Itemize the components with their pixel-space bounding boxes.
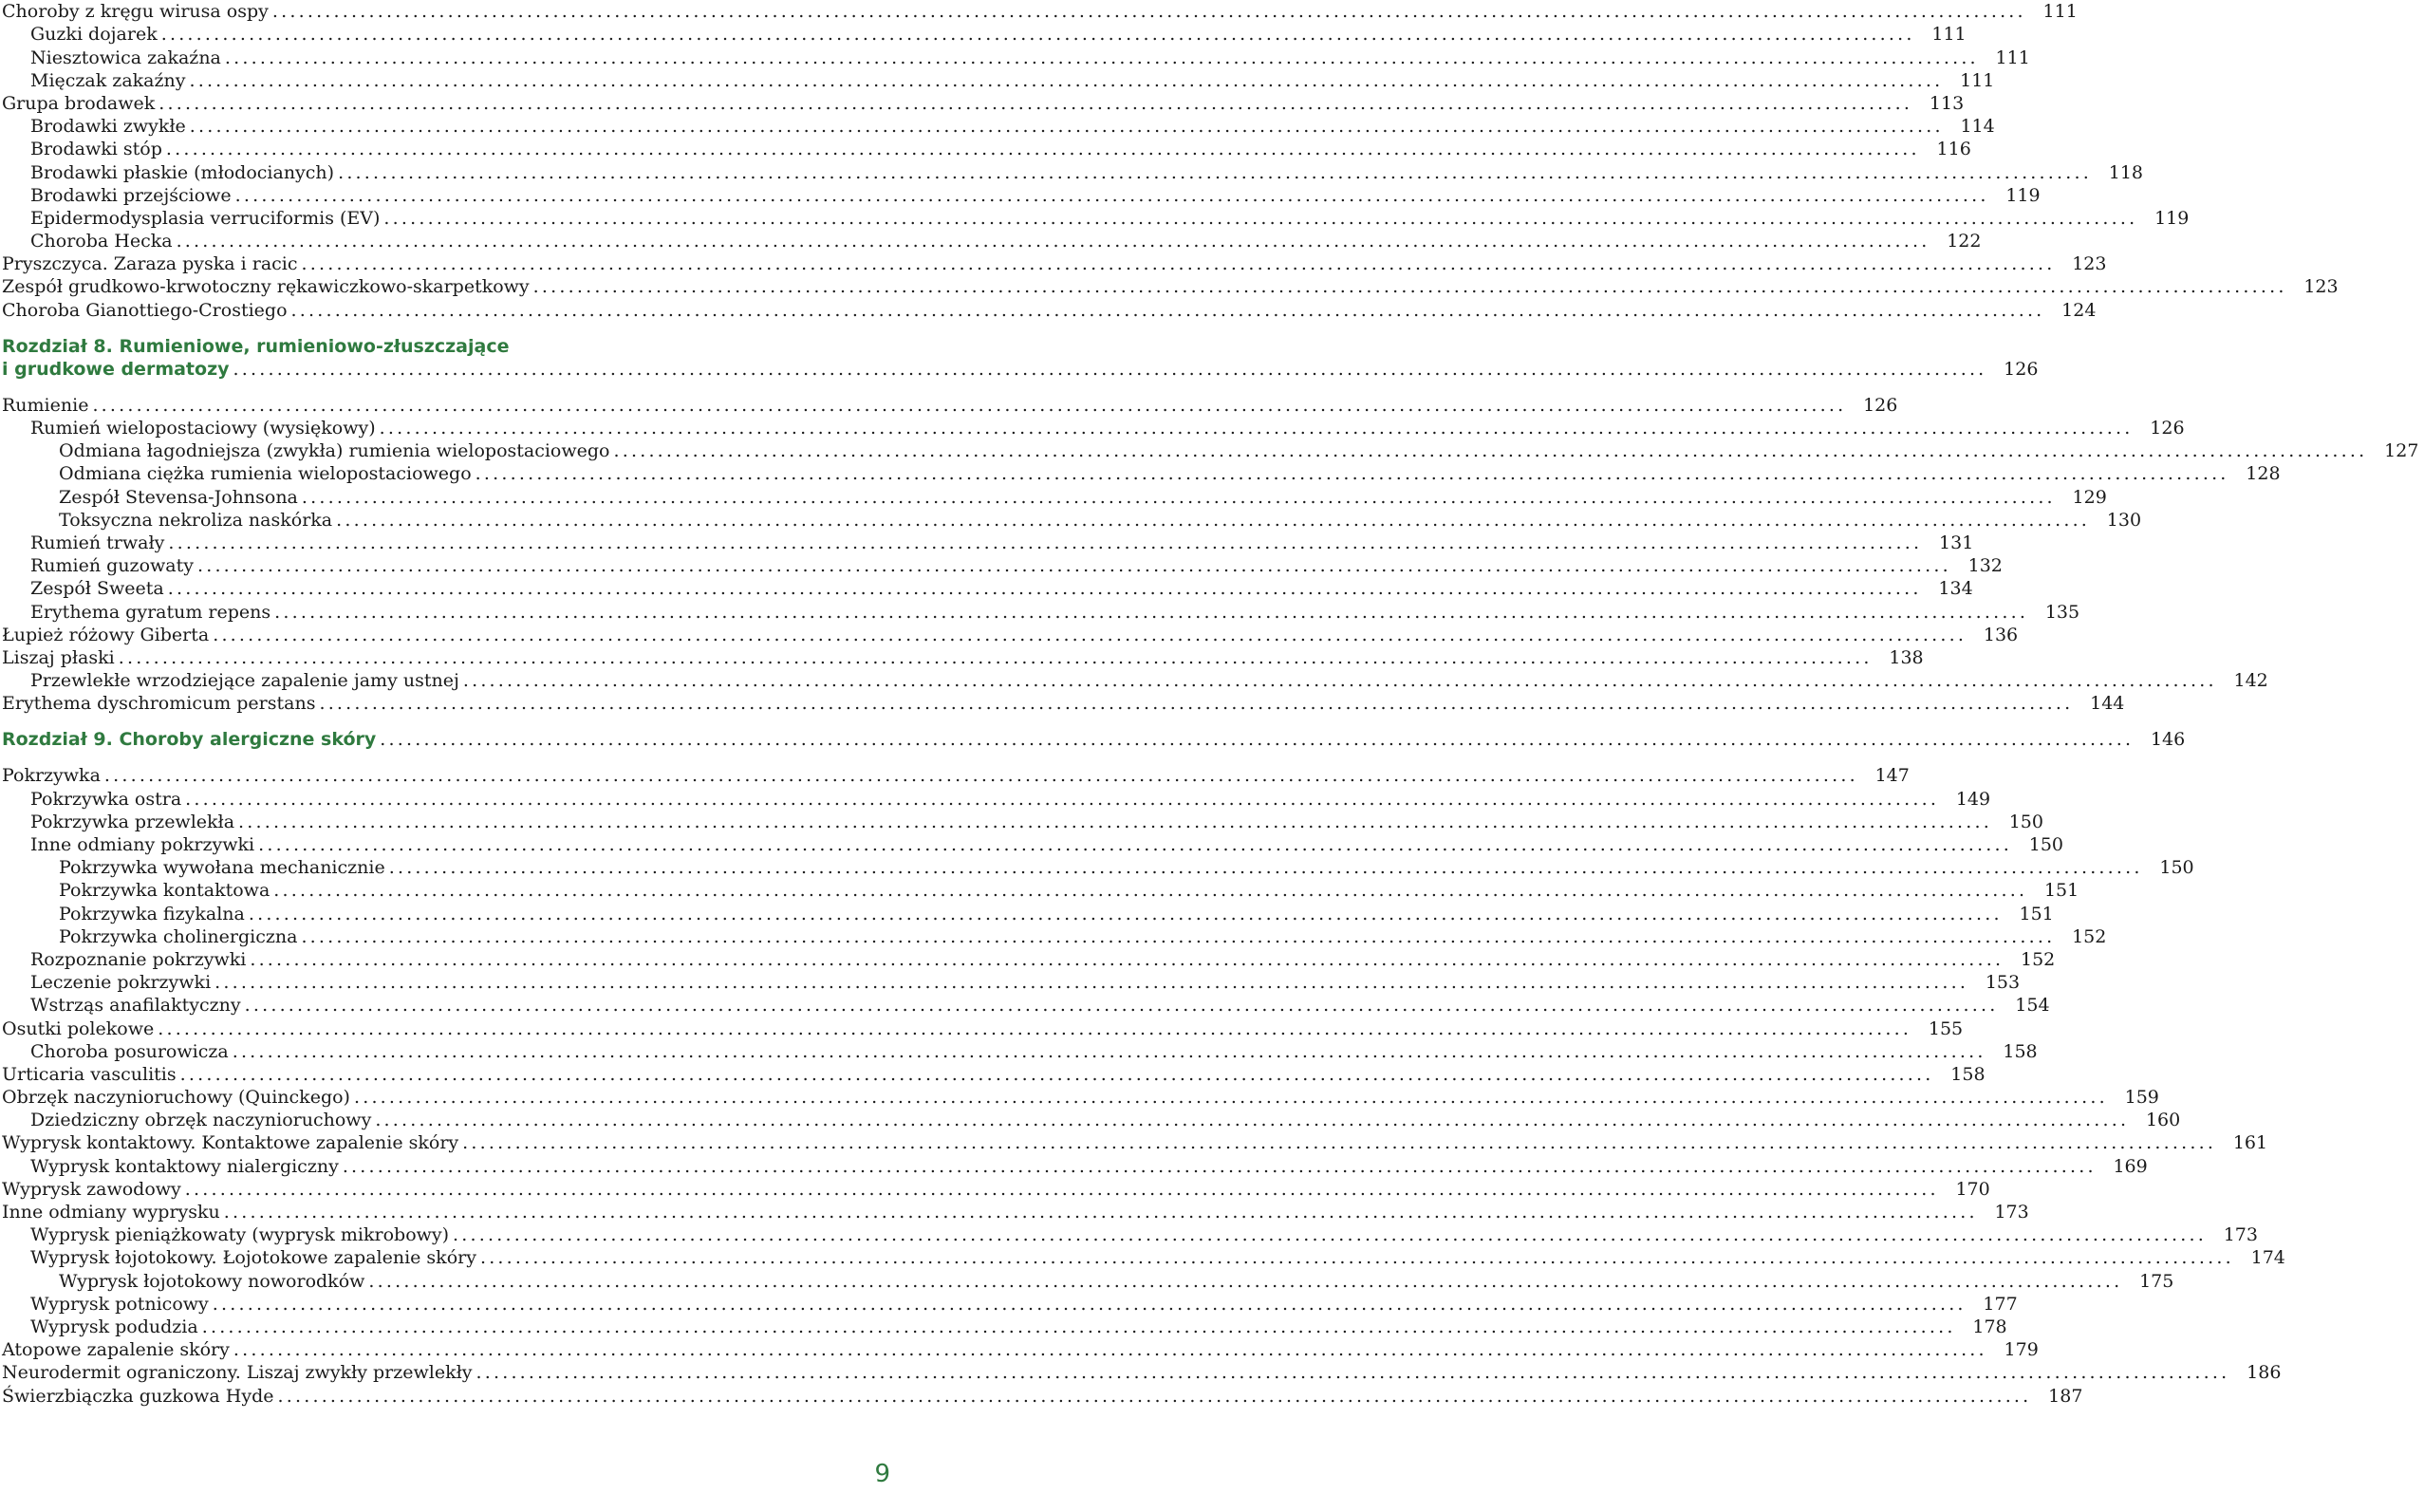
toc-entry-page: 144 (2090, 693, 2125, 715)
toc-entry-label: Brodawki zwykłe (30, 116, 186, 138)
toc-entry-label: Grupa brodawek (2, 92, 156, 114)
toc-entry-label: Pokrzywka przewlekła (30, 811, 235, 832)
toc-entry (2, 1269, 2174, 1292)
leader-dots: ........................................................................................................................................................................................................ (453, 1224, 2207, 1246)
leader-dots: ........................................................................................................................................................................................................ (234, 184, 1989, 206)
leader-dots: ........................................................................................................................................................................................................ (118, 646, 1873, 668)
toc-entry-label: Toksyczna nekroliza naskórka (59, 509, 333, 531)
toc-entry (2, 1316, 2007, 1338)
toc-section-allergic (2, 764, 2285, 1407)
leader-dots: ........................................................................................................................................................................................................ (258, 834, 2013, 855)
leader-dots: ........................................................................................................................................................................................................ (213, 624, 1967, 645)
toc-entry-label: Wstrząs anafilaktyczny (30, 995, 241, 1017)
page-number: 9 (874, 1460, 890, 1488)
leader-dots: ........................................................................................................................................................................................................ (167, 578, 1922, 600)
toc-entry-label: Pokrzywka wywołana mechanicznie (59, 857, 385, 879)
toc-entry (2, 577, 1973, 600)
toc-entry (2, 532, 1974, 554)
toc-entry-label: Choroba Gianottiego-Crostiego (2, 299, 288, 321)
toc-entry (2, 764, 1910, 787)
leader-dots: ........................................................................................................................................................................................................ (336, 509, 2091, 531)
leader-dots: ........................................................................................................................................................................................................ (290, 299, 2045, 321)
toc-entry-page: 136 (1983, 624, 2019, 645)
toc-entry (2, 1131, 2268, 1154)
toc-entry (2, 925, 2107, 948)
toc-entry (2, 994, 2050, 1017)
toc-entry-page: 152 (2072, 925, 2107, 947)
toc-entry-page: 153 (1985, 972, 2021, 994)
chapter-9-title-row (2, 728, 2186, 751)
toc-entry-page: 169 (2113, 1155, 2148, 1177)
toc-entry (2, 0, 2078, 23)
toc-entry (2, 417, 2185, 439)
toc-entry (2, 1154, 2148, 1177)
toc-entry (2, 394, 1898, 417)
toc-entry (2, 1384, 2083, 1407)
leader-dots: ........................................................................................................................................................................................................ (224, 47, 1979, 68)
toc-entry (2, 902, 2054, 924)
toc-entry (2, 69, 1995, 92)
chapter-8-title-row-2 (2, 358, 2039, 381)
toc-entry-label: Rumienie (2, 394, 89, 416)
toc-entry-label: Neurodermit ograniczony. Liszaj zwykły przewlekły (2, 1362, 473, 1384)
toc-entry-label: Rumień trwały (30, 532, 165, 553)
leader-dots: ........................................................................................................................................................................................................ (388, 857, 2143, 879)
toc-entry (2, 1178, 1990, 1201)
toc-entry-page: 111 (1960, 69, 1995, 91)
leader-dots: ........................................................................................................................................................................................................ (233, 358, 1987, 380)
leader-dots: ........................................................................................................................................................................................................ (613, 440, 2368, 462)
toc-entry-label: Epidermodysplasia verruciformis (EV) (30, 207, 381, 229)
leader-dots: ........................................................................................................................................................................................................ (462, 670, 2217, 692)
chapter-8-title-line2: i grudkowe dermatozy (2, 358, 230, 380)
leader-dots: ........................................................................................................................................................................................................ (301, 253, 2056, 275)
toc-entry (2, 600, 2080, 623)
toc-entry-label: Erythema dyschromicum perstans (2, 693, 316, 715)
toc-entry (2, 787, 1991, 810)
toc-entry-page: 149 (1955, 788, 1991, 810)
toc-entry-label: Zespół grudkowo-krwotoczny rękawiczkowo-skarpetkowy (2, 276, 530, 298)
toc-entry-page: 116 (1936, 139, 1971, 160)
toc-entry-page: 150 (2008, 811, 2043, 832)
toc-entry-page: 126 (2150, 418, 2185, 439)
toc-entry-label: Rumień guzowaty (30, 555, 194, 577)
toc-entry (2, 811, 2043, 833)
toc-entry (2, 624, 2019, 646)
toc-entry-page: 179 (2004, 1339, 2039, 1361)
chapter-9-heading (2, 728, 2186, 751)
leader-dots: ........................................................................................................................................................................................................ (214, 972, 1969, 994)
toc-entry-label: Pokrzywka cholinergiczna (59, 925, 298, 947)
toc-entry-page: 158 (2003, 1040, 2038, 1062)
toc-entry-page: 128 (2246, 463, 2281, 485)
leader-dots: ........................................................................................................................................................................................................ (380, 729, 2135, 751)
toc-entry-label: Wyprysk potnicowy (30, 1293, 209, 1315)
leader-dots: ........................................................................................................................................................................................................ (179, 1063, 1934, 1085)
toc-entry-label: Brodawki płaskie (młodocianych) (30, 161, 335, 183)
toc-section-viral (2, 0, 2339, 322)
leader-dots: ........................................................................................................................................................................................................ (383, 207, 2138, 229)
toc-entry-page: 161 (2232, 1132, 2268, 1154)
leader-dots: ........................................................................................................................................................................................................ (244, 995, 1999, 1017)
toc-entry (2, 1223, 2258, 1246)
toc-entry (2, 1293, 2018, 1316)
toc-entry-label: Guzki dojarek (30, 24, 158, 46)
toc-entry-page: 126 (1863, 394, 1898, 416)
toc-entry-label: Rumień wielopostaciowy (wysiękowy) (30, 418, 376, 439)
toc-entry-page: 160 (2145, 1110, 2181, 1131)
toc-entry (2, 252, 2107, 275)
leader-dots: ........................................................................................................................................................................................................ (160, 24, 1915, 46)
toc-entry-page: 187 (2048, 1385, 2083, 1407)
toc-entry-label: Leczenie pokrzywki (30, 972, 212, 994)
leader-dots: ........................................................................................................................................................................................................ (238, 811, 1992, 832)
toc-entry (2, 1338, 2039, 1361)
leader-dots: ........................................................................................................................................................................................................ (250, 948, 2004, 970)
toc-entry-page: 178 (1972, 1316, 2007, 1337)
toc-entry-label: Choroby z kręgu wirusa ospy (2, 1, 269, 23)
toc-entry-label: Atopowe zapalenie skóry (2, 1339, 230, 1361)
toc-entry-label: Dziedziczny obrzęk naczynioruchowy (30, 1110, 372, 1131)
toc-entry-page: 119 (2005, 184, 2041, 206)
toc-entry-label: Odmiana łagodniejsza (zwykła) rumienia wielopostaciowego (59, 440, 610, 462)
toc-entry-page: 135 (2044, 601, 2080, 623)
toc-entry-page: 111 (1995, 47, 2030, 68)
toc-entry-label: Brodawki przejściowe (30, 184, 232, 206)
toc-entry-page: 129 (2072, 486, 2107, 508)
leader-dots: ........................................................................................................................................................................................................ (103, 765, 1858, 787)
toc-entry (2, 856, 2194, 879)
toc-entry-page: 155 (1928, 1017, 1964, 1039)
leader-dots: ........................................................................................................................................................................................................ (212, 1293, 1967, 1315)
toc-entry-label: Wyprysk pieniążkowaty (wyprysk mikrobowy) (30, 1224, 450, 1246)
toc-entry-label: Świerzbiączka guzkowa Hyde (2, 1385, 274, 1407)
chapter-9-page: 146 (2150, 729, 2186, 751)
toc-entry-page: 113 (1929, 92, 1965, 114)
toc-entry (2, 1086, 2159, 1109)
toc-entry-label: Wyprysk łojotokowy. Łojotokowe zapalenie skóry (30, 1247, 476, 1269)
leader-dots: ........................................................................................................................................................................................................ (273, 880, 2028, 902)
toc-entry-page: 123 (2072, 253, 2107, 275)
toc-entry-label: Mięczak zakaźny (30, 69, 186, 91)
leader-dots: ........................................................................................................................................................................................................ (301, 486, 2056, 508)
toc-entry-page: 158 (1950, 1063, 1986, 1085)
toc-entry-page: 130 (2106, 509, 2142, 531)
toc-entry (2, 1201, 2029, 1223)
toc-entry (2, 971, 2021, 994)
toc-entry-page: 170 (1955, 1178, 1990, 1200)
leader-dots: ........................................................................................................................................................................................................ (475, 463, 2229, 485)
toc-entry (2, 948, 2056, 971)
toc-entry (2, 879, 2079, 902)
toc-entry (2, 138, 1971, 160)
leader-dots: ........................................................................................................................................................................................................ (368, 1270, 2123, 1292)
toc-entry (2, 275, 2339, 298)
toc-entry-page: 111 (2042, 1, 2078, 23)
toc-entry (2, 1017, 1964, 1039)
toc-entry-page: 123 (2303, 276, 2339, 298)
toc-entry (2, 462, 2281, 485)
toc-entry-label: Wyprysk łojotokowy noworodków (59, 1270, 365, 1292)
toc-entry (2, 92, 1965, 115)
toc-entry (2, 509, 2142, 532)
toc-entry-page: 150 (2159, 857, 2194, 879)
toc-entry (2, 1109, 2181, 1131)
toc-entry-page: 173 (1994, 1202, 2029, 1223)
toc-entry-label: Erythema gyratum repens (30, 601, 271, 623)
toc-entry-page: 147 (1874, 765, 1910, 787)
toc-entry-label: Inne odmiany wyprysku (2, 1202, 220, 1223)
toc-entry (2, 1361, 2282, 1384)
leader-dots: ........................................................................................................................................................................................................ (158, 92, 1913, 114)
toc-entry (2, 230, 1982, 252)
toc-entry-label: Inne odmiany pokrzywki (30, 834, 255, 855)
toc-entry-label: Wyprysk podudzia (30, 1316, 198, 1337)
toc-entry (2, 1246, 2285, 1269)
toc-entry-label: Wyprysk kontaktowy nialergiczny (30, 1155, 339, 1177)
toc-entry-label: Choroba posurowicza (30, 1040, 229, 1062)
toc-entry (2, 833, 2064, 856)
toc-entry-page: 177 (1983, 1293, 2018, 1315)
toc-entry-label: Pryszczyca. Zaraza pyska i racic (2, 253, 298, 275)
toc-entry-page: 174 (2250, 1247, 2285, 1269)
toc-entry-page: 134 (1938, 578, 1973, 600)
toc-entry-label: Choroba Hecka (30, 231, 173, 252)
toc-entry-label: Pokrzywka kontaktowa (59, 880, 270, 902)
toc-entry (2, 115, 1995, 138)
toc-entry-page: 186 (2247, 1362, 2282, 1384)
leader-dots: ........................................................................................................................................................................................................ (232, 1040, 1986, 1062)
leader-dots: ........................................................................................................................................................................................................ (189, 69, 1944, 91)
toc-entry (2, 207, 2190, 230)
toc-entry (2, 439, 2419, 462)
toc-entry (2, 485, 2107, 508)
toc-entry (2, 1040, 2038, 1063)
leader-dots: ........................................................................................................................................................................................................ (176, 231, 1930, 252)
toc-section-erythema (2, 394, 2419, 716)
toc-entry-label: Pokrzywka ostra (30, 788, 182, 810)
leader-dots: ........................................................................................................................................................................................................ (274, 601, 2029, 623)
toc-entry (2, 46, 2030, 68)
chapter-8-page: 126 (2004, 358, 2039, 380)
leader-dots: ........................................................................................................................................................................................................ (379, 418, 2134, 439)
leader-dots: ........................................................................................................................................................................................................ (189, 116, 1944, 138)
leader-dots: ........................................................................................................................................................................................................ (196, 555, 1951, 577)
leader-dots: ........................................................................................................................................................................................................ (375, 1110, 2130, 1131)
toc-entry-page: 138 (1889, 646, 1924, 668)
toc-entry-page: 154 (2015, 995, 2050, 1017)
leader-dots: ........................................................................................................................................................................................................ (338, 161, 2092, 183)
leader-dots: ........................................................................................................................................................................................................ (168, 532, 1923, 553)
toc-entry-label: Rozpoznanie pokrzywki (30, 948, 247, 970)
toc-entry-label: Łupież różowy Giberta (2, 624, 210, 645)
toc-entry-page: 173 (2223, 1224, 2258, 1246)
chapter-8-title-row-1 (2, 335, 907, 358)
toc-entry-page: 150 (2028, 834, 2064, 855)
leader-dots: ........................................................................................................................................................................................................ (223, 1202, 1978, 1223)
toc-entry (2, 692, 2125, 715)
toc-entry-label: Przewlekłe wrzodziejące zapalenie jamy ustnej (30, 670, 459, 692)
toc-entry-page: 175 (2139, 1270, 2174, 1292)
toc-entry-page: 119 (2154, 207, 2190, 229)
toc-entry-page: 118 (2108, 161, 2143, 183)
toc-entry (2, 298, 2097, 321)
toc-entry-label: Zespół Sweeta (30, 578, 164, 600)
leader-dots: ........................................................................................................................................................................................................ (277, 1385, 2032, 1407)
leader-dots: ........................................................................................................................................................................................................ (233, 1339, 1987, 1361)
toc-entry-label: Pokrzywka fizykalna (59, 903, 245, 924)
leader-dots: ........................................................................................................................................................................................................ (248, 903, 2003, 924)
toc-entry (2, 646, 1924, 669)
leader-dots: ........................................................................................................................................................................................................ (462, 1132, 2217, 1154)
toc-entry-page: 131 (1939, 532, 1974, 553)
chapter-9-title: Rozdział 9. Choroby alergiczne skóry (2, 729, 377, 751)
toc-entry-page: 159 (2124, 1087, 2159, 1109)
leader-dots: ........................................................................................................................................................................................................ (353, 1087, 2108, 1109)
toc-entry-page: 124 (2061, 299, 2097, 321)
leader-dots: ........................................................................................................................................................................................................ (158, 1017, 1912, 1039)
toc-entry-label: Niesztowica zakaźna (30, 47, 221, 68)
leader-dots: ........................................................................................................................................................................................................ (271, 1, 2026, 23)
leader-dots: ........................................................................................................................................................................................................ (475, 1362, 2230, 1384)
leader-dots: ........................................................................................................................................................................................................ (165, 139, 1920, 160)
toc-entry-page: 111 (1931, 24, 1967, 46)
leader-dots: ........................................................................................................................................................................................................ (201, 1316, 1956, 1337)
toc-entry-label: Brodawki stóp (30, 139, 162, 160)
toc-entry-label: Wyprysk kontaktowy. Kontaktowe zapalenie skóry (2, 1132, 459, 1154)
toc-entry-label: Obrzęk naczynioruchowy (Quinckego) (2, 1087, 350, 1109)
toc-entry-label: Zespół Stevensa-Johnsona (59, 486, 298, 508)
toc-entry-label: Osutki polekowe (2, 1017, 155, 1039)
table-of-contents (2, 0, 2419, 1408)
toc-entry (2, 23, 1967, 46)
toc-entry-page: 122 (1947, 231, 1982, 252)
toc-entry-page: 152 (2020, 948, 2056, 970)
leader-dots: ........................................................................................................................................................................................................ (185, 788, 1940, 810)
toc-entry (2, 160, 2143, 183)
toc-entry-label: Odmiana ciężka rumienia wielopostaciowego (59, 463, 472, 485)
toc-entry-label: Wyprysk zawodowy (2, 1178, 181, 1200)
toc-entry (2, 669, 2268, 692)
toc-entry-label: Pokrzywka (2, 765, 101, 787)
toc-entry-page: 151 (2019, 903, 2054, 924)
toc-entry-page: 151 (2043, 880, 2079, 902)
leader-dots: ........................................................................................................................................................................................................ (532, 276, 2287, 298)
leader-dots: ........................................................................................................................................................................................................ (342, 1155, 2097, 1177)
chapter-8-title-line1: Rozdział 8. Rumieniowe, rumieniowo-złuszczające (2, 335, 510, 357)
toc-entry (2, 554, 2003, 577)
toc-entry-page: 142 (2233, 670, 2268, 692)
leader-dots: ........................................................................................................................................................................................................ (319, 693, 2074, 715)
leader-dots: ........................................................................................................................................................................................................ (301, 925, 2056, 947)
toc-entry-label: Liszaj płaski (2, 646, 115, 668)
toc-entry-label: Urticaria vasculitis (2, 1063, 177, 1085)
chapter-8-heading (2, 335, 2039, 381)
leader-dots: ........................................................................................................................................................................................................ (479, 1247, 2234, 1269)
toc-entry (2, 1063, 1986, 1086)
toc-entry (2, 184, 2041, 207)
leader-dots: ........................................................................................................................................................................................................ (184, 1178, 1939, 1200)
leader-dots: ........................................................................................................................................................................................................ (92, 394, 1847, 416)
toc-entry-page: 127 (2384, 440, 2419, 462)
toc-entry-page: 114 (1960, 116, 1995, 138)
toc-entry-page: 132 (1967, 555, 2003, 577)
